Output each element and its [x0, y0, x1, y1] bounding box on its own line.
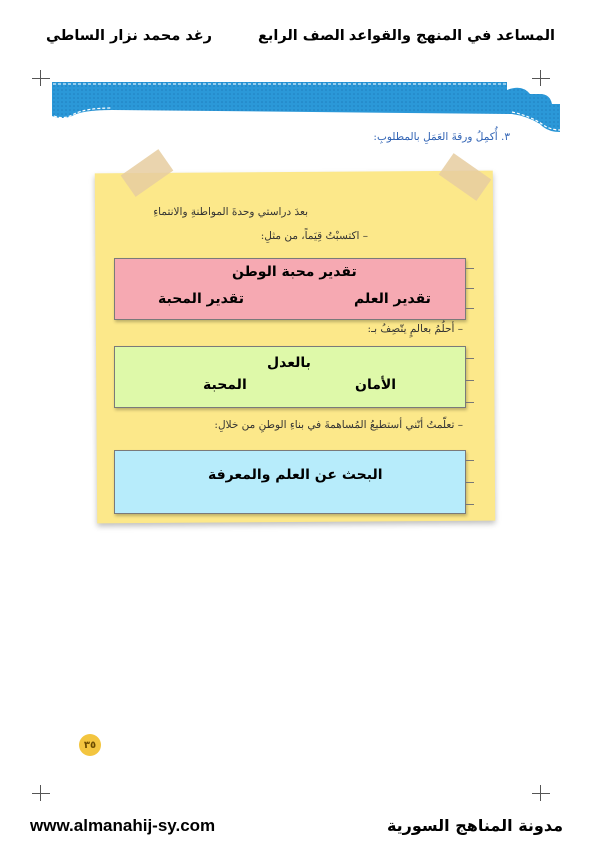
line-tick — [465, 482, 474, 483]
box1-left: تقدير المحبة — [158, 291, 244, 307]
answer-box-values — [114, 258, 466, 320]
page-number: ٣٥ — [79, 734, 101, 756]
line-tick — [465, 358, 474, 359]
line-tick — [465, 402, 474, 403]
line-tick — [465, 504, 474, 505]
box1-right: تقدير العلم — [354, 291, 431, 307]
header-banner — [52, 80, 562, 136]
header-title: المساعد في المنهج والقواعد — [348, 28, 555, 44]
line-tick — [465, 308, 474, 309]
worksheet-prompt-1: – اكتسبْتُ قِيَماً، من مثلِ: — [260, 230, 368, 242]
answer-box-contribution — [114, 450, 466, 514]
header-grade: الصف الرابع — [258, 28, 345, 44]
footer-website: www.almanahij-sy.com — [30, 816, 216, 835]
box2-line1: بالعدل — [267, 355, 311, 371]
box3-line1: البحث عن العلم والمعرفة — [208, 467, 383, 483]
answer-box-dream — [114, 346, 466, 408]
worksheet-prompt-3: – تعلّمتُ أنّني أستطيعُ المُساهمةَ في بناءِ الوطنِ من خلالِ: — [214, 419, 463, 431]
box2-right: الأمان — [355, 377, 397, 393]
line-tick — [465, 268, 474, 269]
worksheet-prompt-2: – أحلُمُ بعالمٍ يتّصِفُ بـ: — [367, 323, 463, 335]
line-tick — [465, 380, 474, 381]
instruction: ٣. أُكمِلُ ورقةَ العَمَلِ بالمطلوبِ: — [373, 131, 510, 143]
box1-line1: تقدير محبة الوطن — [232, 264, 357, 280]
header-author: رغد محمد نزار الساطي — [46, 28, 213, 44]
line-tick — [465, 288, 474, 289]
box2-left: المحبة — [203, 377, 247, 393]
line-tick — [465, 460, 474, 461]
worksheet-intro: بعدَ دراستي وحدةَ المواطنةِ والانتماءِ — [153, 206, 308, 218]
footer-blog: مدونة المناهج السورية — [386, 816, 563, 835]
